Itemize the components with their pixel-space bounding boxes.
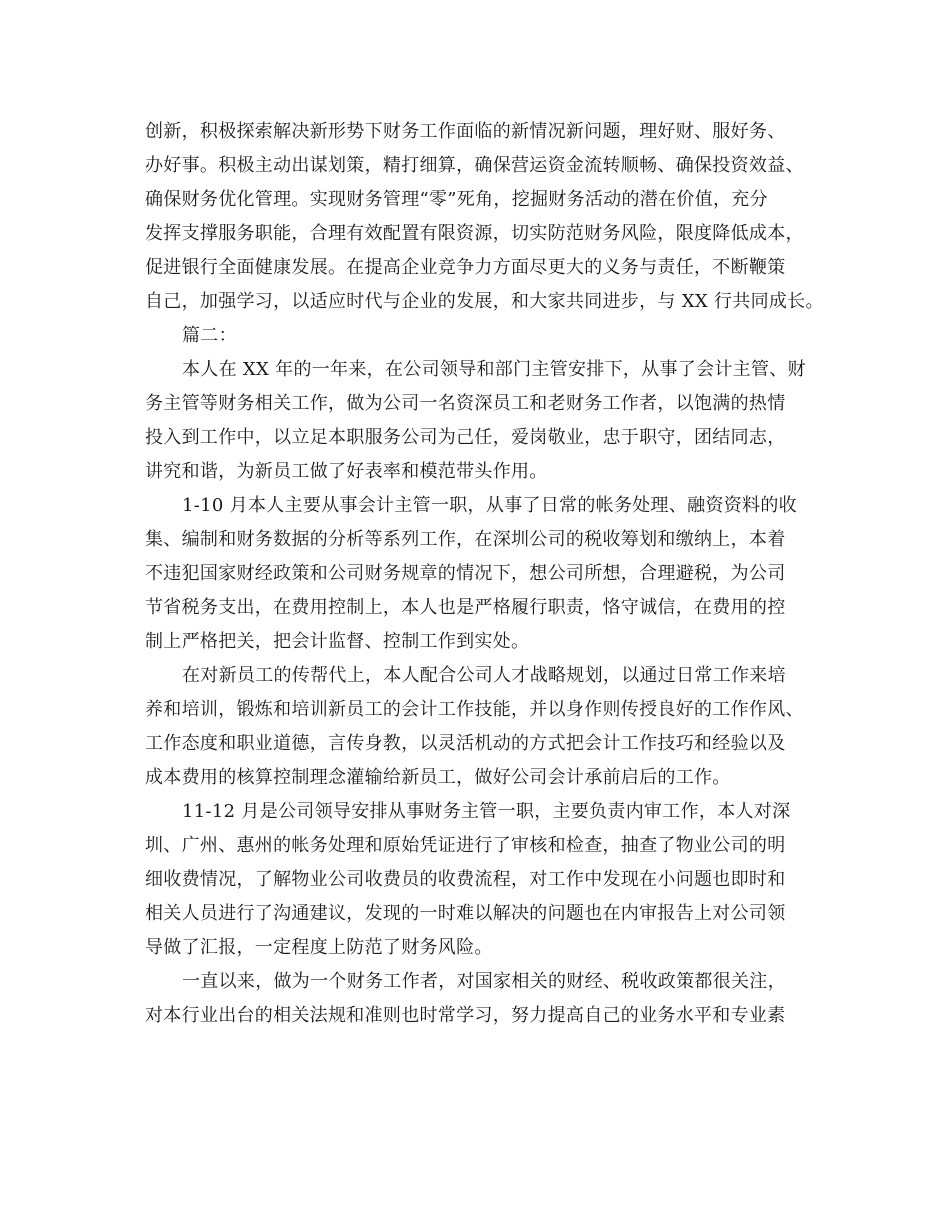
- text-line: 成本费用的核算控制理念灌输给新员工，做好公司会计承前启后的工作。: [145, 767, 731, 788]
- document-body: [145, 115, 824, 1033]
- text-line: 创新，积极探索解决新形势下财务工作面临的新情况新问题，理好财、服好务、: [145, 121, 786, 142]
- text-line: 养和培训，锻炼和培训新员工的会计工作技能，并以身作则传授良好的工作作风、: [145, 699, 804, 720]
- text-line: 细收费情况，了解物业公司收费员的收费流程，对工作中发现在小问题也即时和: [145, 869, 786, 890]
- text-line: 制上严格把关，把会计监督、控制工作到实处。: [145, 631, 530, 652]
- text-line: 自己，加强学习，以适应时代与企业的发展，和大家共同进步，与 XX 行共同成长。: [145, 291, 824, 312]
- text-line: 务主管等财务相关工作，做为公司一名资深员工和老财务工作者，以饱满的热情: [145, 393, 786, 414]
- text-line: 11-12 月是公司领导安排从事财务主管一职，主要负责内审工作，本人对深: [182, 801, 791, 822]
- text-line: 对本行业出台的相关法规和准则也时常学习，努力提高自己的业务水平和专业素: [145, 1005, 786, 1026]
- text-line: 发挥支撑服务职能，合理有效配置有限资源，切实防范财务风险，限度降低成本，: [145, 223, 804, 244]
- text-line: 在对新员工的传帮代上，本人配合公司人才战略规划，以通过日常工作来培: [182, 665, 786, 686]
- text-line: 集、编制和财务数据的分析等系列工作，在深圳公司的税收筹划和缴纳上，本着: [145, 529, 786, 550]
- text-line: 相关人员进行了沟通建议，发现的一时难以解决的问题也在内审报告上对公司领: [145, 903, 786, 924]
- text-line: 节省税务支出，在费用控制上，本人也是严格履行职责，恪守诚信，在费用的控: [145, 597, 786, 618]
- text-line: 不违犯国家财经政策和公司财务规章的情况下，想公司所想，合理避税，为公司: [145, 563, 786, 584]
- text-line: 工作态度和职业道德，言传身教，以灵活机动的方式把会计工作技巧和经验以及: [145, 733, 786, 754]
- text-line: 圳、广州、惠州的帐务处理和原始凭证进行了审核和检查，抽查了物业公司的明: [145, 835, 786, 856]
- text-line: 导做了汇报，一定程度上防范了财务风险。: [145, 937, 493, 958]
- text-line: 一直以来，做为一个财务工作者，对国家相关的财经、税收政策都很关注，: [182, 971, 786, 992]
- text-line: 本人在 XX 年的一年来，在公司领导和部门主管安排下，从事了会计主管、财: [182, 359, 806, 380]
- text-line: 1-10 月本人主要从事会计主管一职，从事了日常的帐务处理、融资资料的收: [182, 495, 797, 516]
- text-line: 确保财务优化管理。实现财务管理“零”死角，挖掘财务活动的潜在价值，充分: [145, 189, 768, 210]
- text-line: 讲究和谐，为新员工做了好表率和模范带头作用。: [145, 461, 548, 482]
- text-line: 办好事。积极主动出谋划策，精打细算，确保营运资金流转顺畅、确保投资效益、: [145, 155, 804, 176]
- text-line: 投入到工作中，以立足本职服务公司为己任，爱岗敬业，忠于职守，团结同志，: [145, 427, 786, 448]
- text-line: 促进银行全面健康发展。在提高企业竞争力方面尽更大的义务与责任，不断鞭策: [145, 257, 786, 278]
- text-line: 篇二：: [182, 325, 237, 346]
